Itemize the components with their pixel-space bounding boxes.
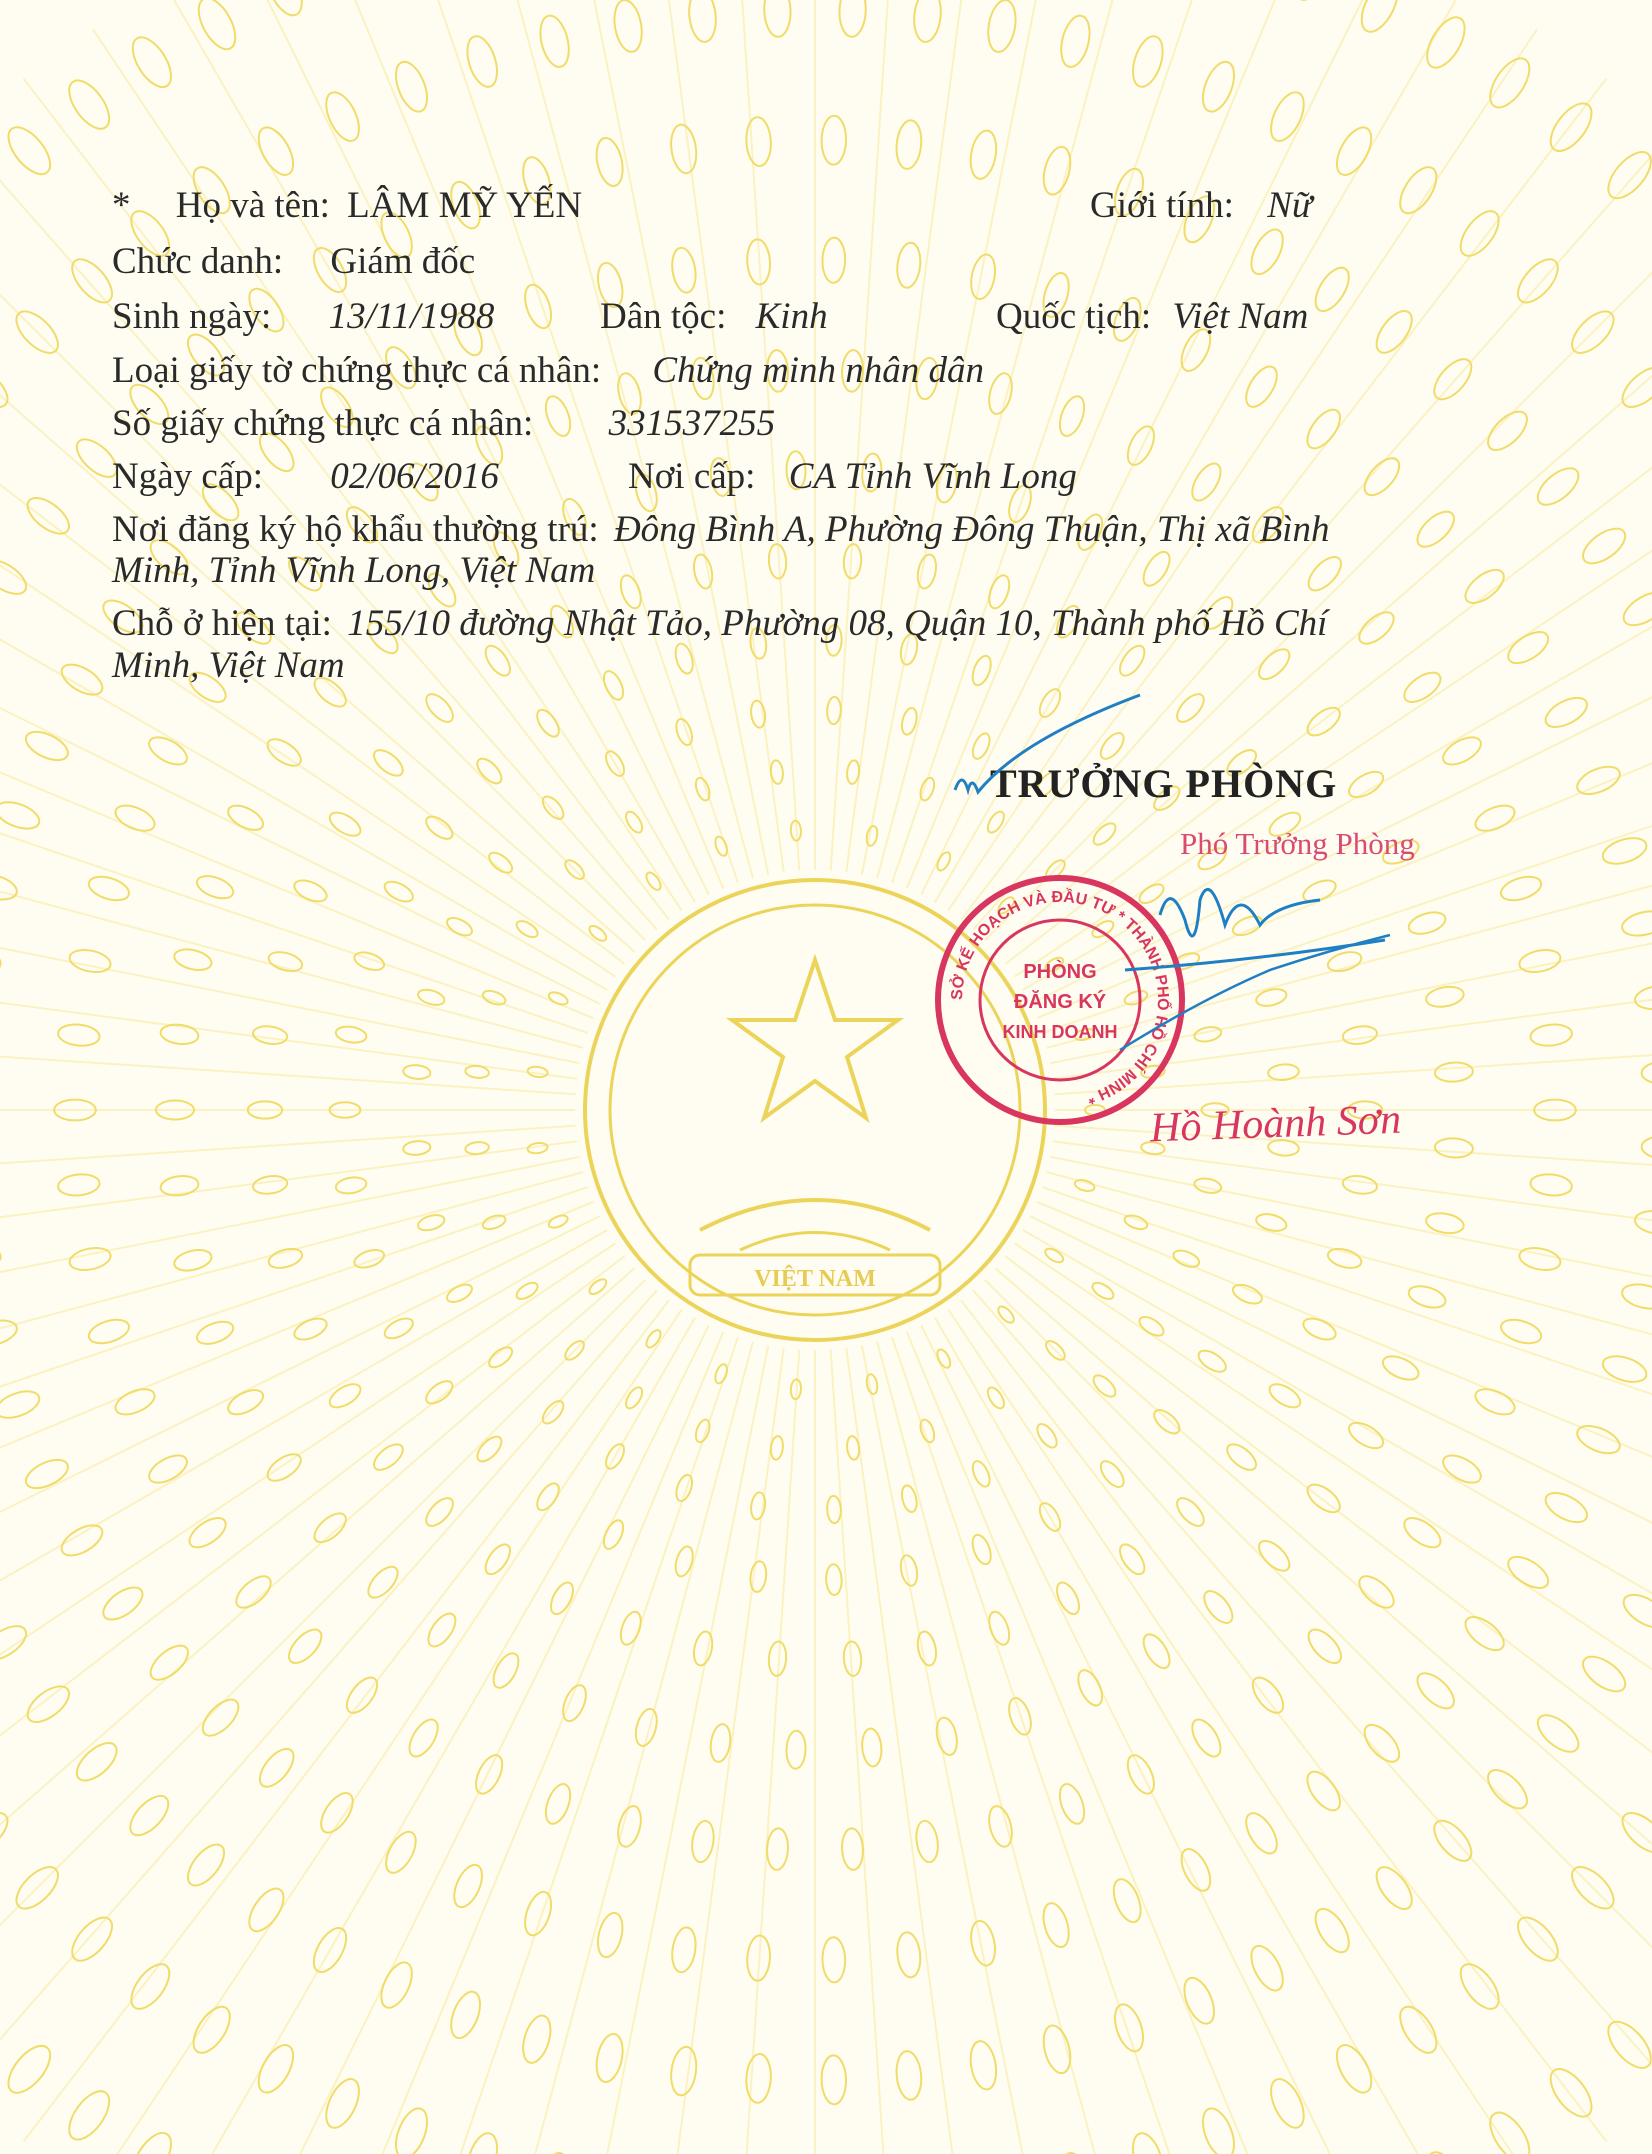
dob-label: Sinh ngày:: [112, 296, 272, 337]
issue-place-label: Nơi cấp:: [628, 456, 756, 497]
issue-date-value: 02/06/2016: [330, 456, 499, 497]
emblem-text: VIỆT NAM: [754, 1266, 876, 1292]
id-number-row: [112, 402, 775, 446]
permanent-address-line2: Minh, Tỉnh Vĩnh Long, Việt Nam: [112, 550, 596, 591]
current-address-line2: Minh, Việt Nam: [112, 645, 345, 686]
name-row: [112, 184, 582, 228]
gender-value: Nữ: [1267, 185, 1313, 226]
signature-subtitle: Phó Trưởng Phòng: [1180, 826, 1415, 861]
id-type-row: [112, 349, 984, 393]
current-address-label: Chỗ ở hiện tại:: [112, 603, 332, 644]
title-row: [112, 240, 475, 284]
id-type-label: Loại giấy tờ chứng thực cá nhân:: [112, 350, 602, 391]
ethnicity-row: [600, 295, 828, 339]
ethnicity-label: Dân tộc:: [600, 296, 727, 337]
title-value: Giám đốc: [330, 241, 476, 282]
signature-title: TRƯỞNG PHÒNG: [990, 761, 1338, 806]
title-label: Chức danh:: [112, 241, 284, 282]
ethnicity-value: Kinh: [755, 296, 828, 337]
nationality-row: [996, 295, 1308, 339]
seal-inner-line1: PHÒNG: [1023, 961, 1097, 983]
permanent-address-line1: Đông Bình A, Phường Đông Thuận, Thị xã Bình: [613, 509, 1330, 550]
id-number-label: Số giấy chứng thực cá nhân:: [112, 403, 534, 444]
seal-inner-line2: ĐĂNG KÝ: [1013, 991, 1107, 1013]
nationality-label: Quốc tịch:: [996, 296, 1152, 337]
nationality-value: Việt Nam: [1172, 296, 1309, 337]
issue-date-row: [112, 455, 499, 499]
name-value: LÂM MỸ YẾN: [347, 185, 583, 226]
gender-label: Giới tính:: [1090, 185, 1234, 226]
seal-outer-text: SỞ KẾ HOẠCH VÀ ĐẦU TƯ * THÀNH PHỐ HỒ CHÍ MINH *: [948, 888, 1172, 1107]
permanent-address-label: Nơi đăng ký hộ khẩu thường trú:: [112, 509, 599, 550]
seal-inner-line3: KINH DOANH: [1002, 1022, 1118, 1042]
permanent-address-row: [112, 508, 1329, 552]
official-seal: [930, 870, 1190, 1130]
bullet: *: [112, 185, 131, 226]
signer-name: Hồ Hoành Sơn: [1149, 1096, 1402, 1152]
id-type-value: Chứng minh nhân dân: [652, 350, 984, 391]
id-number-value: 331537255: [608, 403, 776, 444]
dob-value: 13/11/1988: [328, 296, 495, 337]
issue-place-value: CA Tỉnh Vĩnh Long: [788, 456, 1077, 497]
dob-row: [112, 295, 494, 339]
issue-place-row: [628, 455, 1077, 499]
issue-date-label: Ngày cấp:: [112, 456, 264, 497]
current-address-line1: 155/10 đường Nhật Tảo, Phường 08, Quận 10, Thành phố Hồ Chí: [347, 603, 1328, 644]
name-label: Họ và tên:: [175, 185, 330, 226]
current-address-row: [112, 602, 1327, 646]
gender-row: [1090, 184, 1312, 228]
